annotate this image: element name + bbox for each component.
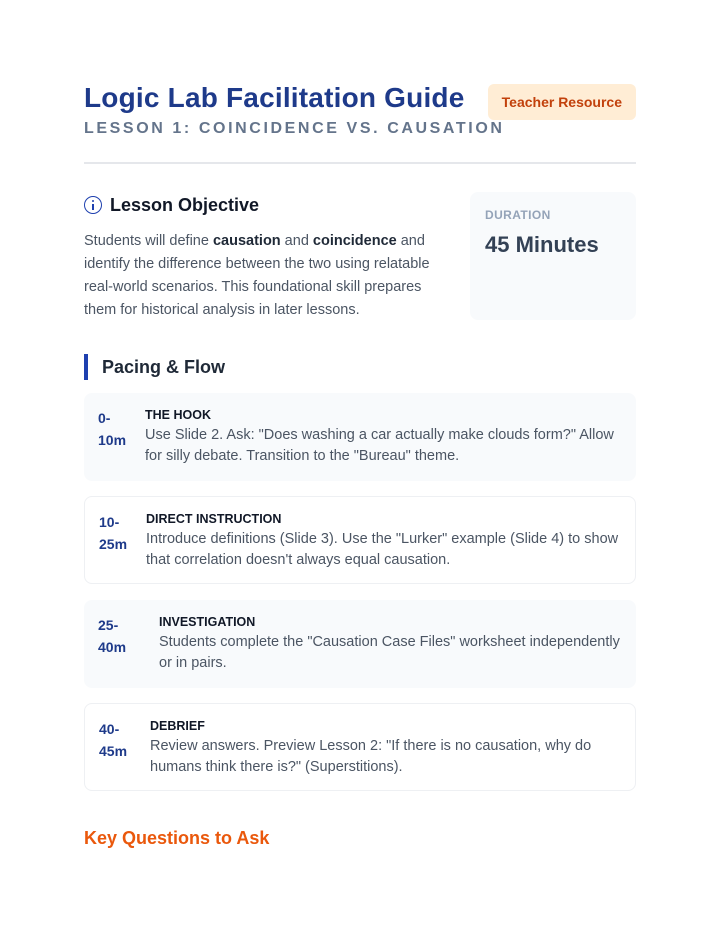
header [84,82,636,164]
pacing-step [84,393,636,481]
duration-label: DURATION [485,208,551,222]
objective-text-part2: and [280,233,313,249]
pacing-step [84,496,636,584]
step-text: Introduce definitions (Slide 3). Use the "Lurker" example (Slide 4) to show that correlation doesn't always equal causation. [146,531,619,568]
step-time-start: 10- [99,514,120,530]
step-time [98,614,138,658]
lesson-subtitle: LESSON 1: COINCIDENCE VS. CAUSATION [84,120,505,137]
duration-card [470,192,636,320]
objective-text [84,230,444,322]
objective-heading-row [84,192,444,218]
step-time-start: 25- [98,617,119,633]
pacing-step [84,703,636,791]
step-time [98,407,138,451]
step-time [99,718,139,762]
step-text: Review answers. Preview Lesson 2: "If there is no causation, why do humans think there is?" (Superstitions). [150,738,592,775]
objective-text-part3: and identify the difference between the two using relatable real-world scenarios. This foundational skill prepares them for historical analysis in later lessons. [84,233,430,318]
step-text: Students complete the "Causation Case Files" worksheet independently or in pairs. [159,634,620,671]
key-questions-heading: Key Questions to Ask [84,828,270,848]
step-time-start: 0- [98,410,111,426]
lesson-objective-section [84,192,444,322]
step-label: INVESTIGATION [159,615,256,629]
step-body [146,511,623,571]
objective-text-part1: Students will define [84,233,213,249]
teacher-resource-badge: Teacher Resource [488,84,636,120]
step-body [150,718,623,778]
step-body [159,614,624,674]
info-icon [84,196,102,214]
step-text: Use Slide 2. Ask: "Does washing a car actually make clouds form?" Allow for silly debate. Transition to the "Bureau" theme. [145,427,614,464]
step-time-end: 25m [99,536,128,552]
objective-heading: Lesson Objective [110,194,260,215]
pacing-heading: Pacing & Flow [84,354,225,380]
step-time [99,511,139,555]
duration-value: 45 Minutes [485,232,599,257]
term-coincidence: coincidence [312,233,397,249]
step-time-end: 10m [98,432,127,448]
page-title: Logic Lab Facilitation Guide [84,82,465,113]
step-label: THE HOOK [145,408,211,422]
step-label: DIRECT INSTRUCTION [146,512,282,526]
step-time-start: 40- [99,721,120,737]
step-time-end: 45m [99,743,128,759]
step-time-end: 40m [98,639,127,655]
term-causation: causation [212,233,281,249]
pacing-step [84,600,636,688]
step-label: DEBRIEF [150,719,205,733]
step-body [145,407,624,467]
